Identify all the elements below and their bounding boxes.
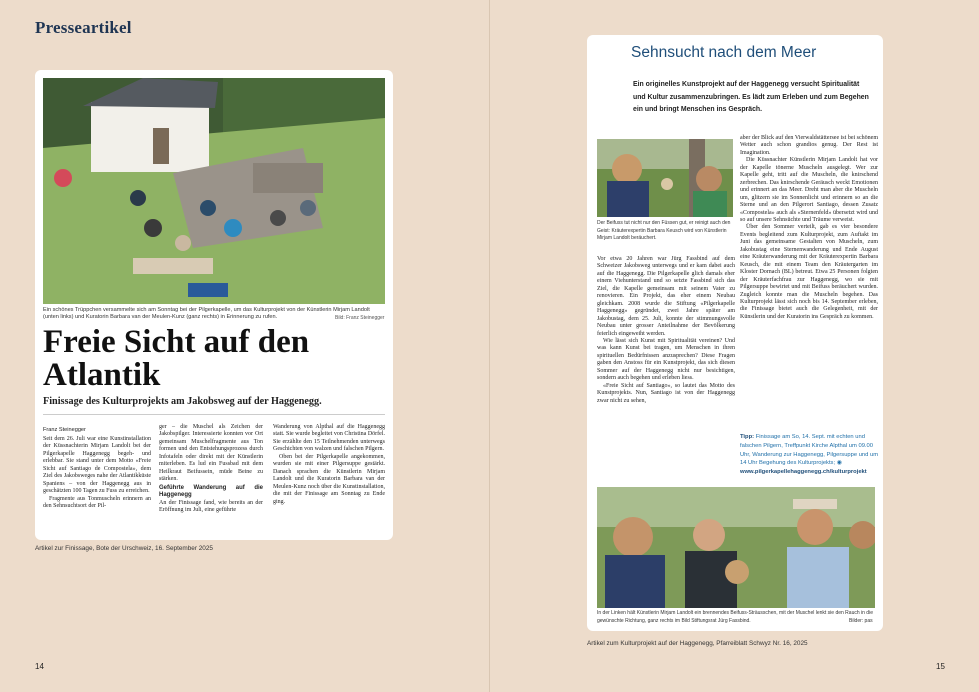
photo-caption: Ein schönes Trüppchen versammelte sich am Sonntag bei der Pilgerkapelle, um das Kulturprojekt von der Künstlerin Mirjam Landolt (unten links) und Kuratorin Barbara van der Meulen-Kunz (ganz rechts) in Erinnerung zu rufen. — [43, 307, 370, 320]
chapel-group-photo — [43, 78, 385, 304]
col2-paragraph-2: An der Finissage fand, wie bereits an der Eröffnung im Juli, eine geführte — [159, 499, 263, 513]
tip-link[interactable]: www.pilgerkapellehaggenegg.ch/kulturprojekt — [740, 469, 867, 476]
photo1-caption: Der Beifuss tut nicht nur den Füssen gut, er reinigt auch den Geist: Kräuterexpertin Barbara Keusch wird von Künstlerin Mirjam Landolt beräuchert. — [597, 220, 731, 241]
article-column-3 — [273, 424, 385, 506]
right-col2-paragraph-2: Die Küssnachter Künstlerin Mirjam Landolt hat vor der Kapelle tönerne Muscheln ausgelegt. Wer zur Kapelle geht, tritt auf die Muscheln, die knirschend zerbrechen. Das knirschende Geräusch weckt Emotionen und erinnert an das Meer. Dreht man aber die Muscheln um, glitzern sie im Sonnenlicht und erinnern so an die Sterne und an den Pilgerort Santiago, dessen Zusatz «Compostela» auch als «Sternenfeld» übersetzt wird und so auf unsere Sehnsüchte und Träume verweist. — [740, 157, 878, 223]
right-col1-paragraph: Vor etwa 20 Jahren war Jürg Fassbind auf dem Schweizer Jakobsweg unterwegs und er kam dabei auch auf die Haggenegg. Die Pilgerkapelle glich damals eher einem Viehunterstand und so setzte Fassbind sich das Ziel, die Kapelle gemeinsam mit seinem Vater zu renovieren. Ein Projekt, das eher einem Neubau gleichkam. 2008 wurde die Stiftung «Pilgerkapelle Haggenegg» gegründet, zwei Jahre später am Jakobustag, dem 25. Juli, konnte der stimmungsvolle Neubau unter grosser Anteilnahme der Bevölkerung feierlich eingeweiht werden. — [597, 256, 735, 337]
article-column-2 — [159, 424, 263, 514]
col2-subheading: Geführte Wanderung auf die Haggenegg — [159, 484, 263, 499]
photo-credit: Bild: Franz Steinegger — [335, 315, 385, 321]
col3-paragraph: Wanderung von Alpthal auf die Haggenegg statt. Sie wurde begleitet von Christina Dörfel. Sie erzählte den 15 Teilnehmenden unterwegs Geschichten von walzen und falschen Pilgern. — [273, 424, 385, 453]
event-tip — [740, 433, 880, 477]
article-column-1 — [43, 436, 151, 511]
page-gutter — [489, 0, 490, 692]
tip-text: Finissage am So, 14. Sept. mit echten und falschen Pilgern, Treffpunkt Kirche Alpthal um 09.00 Uhr, Wanderung zur Haggenegg, Pilgersuppe und um 14 Uhr Begehung des Kulturprojekts; — [740, 434, 879, 467]
right-col2-paragraph-3: Über den Sommer verteilt, gab es vier besondere Events begleitend zum Kulturprojekt, zum Auftakt im Juni das gemeinsame Gestalten von Muscheln, zum Jakobustag eine Sternenwanderung und Ende August eine Kräuterwanderung mit der Kräuterexpertin Barbara Keusch, die mit einem Team den Kräutergarten im Kloster Dornach (BL) betreut. Etwa 25 Personen folgten der Kräuterfachfrau zur Haggenegg, wo sie mit Pilgersuppe bewirtet und mit Beifuss beräuchert wurden. Zugleich konnte man die Muscheln begehen. Das Kulturprojekt lässt sich noch bis 14. September erleben, die Finissage bietet auch die Gelegenheit, mit der Künstlerin und der Kuratorin ins Gespräch zu kommen. — [740, 224, 878, 320]
page-number-right: 15 — [936, 662, 945, 671]
left-source-note: Artikel zur Finissage, Bote der Urschweiz, 16. September 2025 — [35, 545, 213, 552]
right-col2-paragraph: aber der Blick auf den Vierwaldstättersee ist bei schönem Wetter auch schon grandios genug. Der Rest ist Imagination. — [740, 135, 878, 156]
divider — [43, 414, 385, 415]
col2-paragraph: ger – die Muschel als Zeichen der Jakobspilger. Interessierte konnten vor Ort gemeinsam Muschelfragmente aus Ton formen und den Entstehungsprozess durch Infotafeln oder direkt mit der Künstlerin miterleben. Es lud ein Fussbad mit dem Heilkraut Beifussein, müde Beine zu stärken. — [159, 424, 263, 483]
page-number-left: 14 — [35, 662, 44, 671]
photo2-caption: In der Linken hält Künstlerin Mirjam Landolt ein brennendes Beifuss-Sträusschen, mit der Muschel lenkt sie den Rauch in die gewünschte Richtung, ganz rechts im Bild Stiftungsrat Jürg Fassbind. — [597, 610, 873, 624]
tip-label: Tipp: — [740, 434, 755, 440]
article-author: Franz Steinegger — [43, 427, 86, 433]
right-article-card — [587, 35, 883, 631]
globe-icon: ◉ — [836, 460, 842, 467]
col1-paragraph-2: Fragmente aus Tonmuscheln erinnern an den Sehnsuchtsort der Pil- — [43, 495, 151, 510]
right-source-note: Artikel zum Kulturprojekt auf der Haggenegg, Pfarreiblatt Schwyz Nr. 16, 2025 — [587, 640, 808, 647]
group-smudging-photo — [597, 487, 875, 608]
right-col1-paragraph-3: «Freie Sicht auf Santiago», so lautet das Motto des Kunstprojekts. Nun, Santiago ist von der Haggenegg zwar nicht zu sehen, — [597, 382, 735, 404]
article-subheadline: Finissage des Kulturprojekts am Jakobsweg auf der Haggenegg. — [43, 396, 322, 407]
right-article-title: Sehnsucht nach dem Meer — [631, 44, 817, 61]
right-article-lead: Ein originelles Kunstprojekt auf der Haggenegg versucht Spiritualität und Kultur zusammenzubringen. Es lädt zum Erleben und zum Begehen ein und bringt Menschen ins Gespräch. — [633, 81, 869, 113]
section-title: Presseartikel — [35, 18, 132, 37]
photo2-credit: Bilder: pas — [849, 618, 873, 624]
smudging-photo — [597, 139, 733, 217]
right-column-2 — [740, 135, 878, 321]
col1-paragraph: Seit dem 26. Juli war eine Kunstinstallation der Küssnachterin Mirjam Landolt bei der Pilgerkapelle Haggenegg begeh- und erlebbar. Sie stand unter dem Motto «Freie Sicht auf Santiago de Compostela», dem Ziel des Jakobsweges nahe der Atlantikküste Spaniens – von der Haggenegg aus in geschätzten 100 Tagen zu Fuss zu erreichen. — [43, 436, 151, 495]
left-article-card — [35, 70, 393, 540]
col3-paragraph-2: Oben bei der Pilgerkapelle angekommen, wurden sie mit einer Pilgersuppe gestärkt. Danach sprachen die Künstlerin Mirjam Landolt und die Kuratorin Barbara van der Meulen-Kunz noch über die Kunstinstallation, die mit der Finissage am Sonntag zu Ende ging. — [273, 453, 385, 505]
right-column-1 — [597, 256, 735, 405]
article-headline: Freie Sicht auf den Atlantik — [43, 324, 310, 393]
right-col1-paragraph-2: Wie lässt sich Kunst mit Spiritualität vereinen? Und was kann Kunst bei tragen, um Menschen in ihren spirituellen Bedürfnissen anzusprechen? Diese Fragen gaben den Anstoss für ein Kunstprojekt, das sich diesen Sommer auf der Haggenegg nicht nur besichtigen, sondern auch begehen und erleben liess. — [597, 337, 735, 382]
